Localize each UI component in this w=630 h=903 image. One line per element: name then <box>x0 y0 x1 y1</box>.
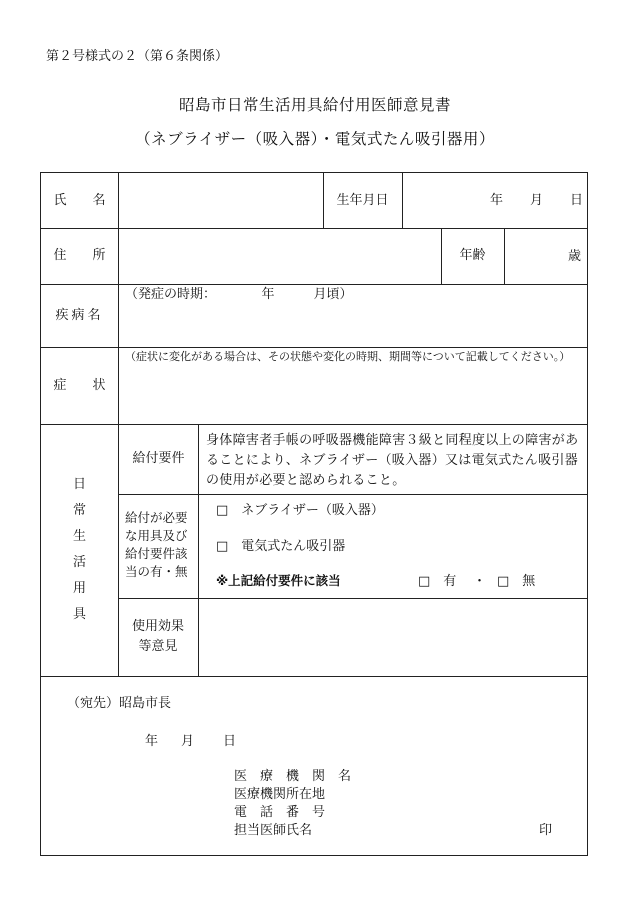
birth-date-label <box>323 173 402 228</box>
requirement-label <box>119 424 198 494</box>
symptom-field[interactable] <box>119 347 587 424</box>
section-char: 日 <box>72 477 86 492</box>
address-label-text: 住 所 <box>53 248 106 264</box>
requirement-label-text: 給付要件 <box>132 451 185 467</box>
no-checkbox[interactable]: □ 無 <box>497 574 536 589</box>
symptom-label <box>41 347 118 424</box>
section-char: 用 <box>72 581 86 596</box>
addressee: （宛先）昭島市長 <box>67 696 172 711</box>
name-field[interactable] <box>119 173 323 228</box>
form-number: 第２号様式の２（第６条関係） <box>46 49 229 64</box>
institution-name-label: 医 療 機 関 名 <box>234 769 352 784</box>
address-field[interactable] <box>119 228 441 284</box>
requirement-text: 身体障害者手帳の呼吸器機能障害３級と同程度以上の障害があることにより、ネブライザー（吸入器）又は電気式たん吸引器の使用が必要と認められること。 <box>206 433 579 489</box>
section-char: 常 <box>72 503 86 518</box>
effect-label <box>127 610 189 664</box>
birth-day-unit: 日 <box>570 193 584 208</box>
name-label <box>41 173 118 228</box>
suction-device-checkbox[interactable]: □ 電気式たん吸引器 <box>216 539 346 554</box>
section-char: 活 <box>72 555 86 570</box>
age-label <box>441 228 504 284</box>
document-title: 昭島市日常生活用具給付用医師意見書 <box>178 96 451 114</box>
yes-checkbox[interactable]: □ 有 <box>418 574 457 589</box>
opinion-form <box>40 172 588 856</box>
nebulizer-checkbox[interactable]: □ ネブライザー（吸入器） <box>216 503 384 518</box>
name-label-text: 氏 名 <box>53 192 106 208</box>
daily-equipment-label <box>41 424 118 676</box>
symptom-label-text: 症 状 <box>53 377 106 393</box>
disease-label <box>41 284 118 347</box>
birth-date-field[interactable] <box>403 173 587 228</box>
address-label <box>41 228 118 284</box>
section-char: 生 <box>72 529 86 544</box>
institution-address-label: 医療機関所在地 <box>234 787 326 802</box>
date-year-unit: 年 <box>145 734 159 749</box>
document-subtitle: （ネブライザー（吸入器）・電気式たん吸引器用） <box>135 130 495 148</box>
effect-label-text: 使用効果等意見 <box>131 618 184 654</box>
applicability-label: ※上記給付要件に該当 <box>216 573 341 588</box>
age-field[interactable] <box>505 228 587 284</box>
doctor-name-label: 担当医師氏名 <box>234 823 313 838</box>
birth-date-label-text: 生年月日 <box>336 192 389 208</box>
onset-period: （発症の時期： 年 月頃） <box>125 287 353 302</box>
birth-month-unit: 月 <box>530 193 544 208</box>
date-day-unit: 日 <box>223 734 237 749</box>
disease-label-text: 疾病名 <box>55 307 104 323</box>
symptom-note: （症状に変化がある場合は、その状態や変化の時期、期間等について記載してください。） <box>125 350 571 363</box>
birth-year-unit: 年 <box>490 193 504 208</box>
age-label-text: 年齢 <box>459 248 486 264</box>
phone-label: 電 話 番 号 <box>234 805 326 820</box>
disease-field[interactable] <box>119 284 587 347</box>
age-unit: 歳 <box>567 249 581 264</box>
date-month-unit: 月 <box>181 734 195 749</box>
need-label: 給付が必要な用具及び給付要件該当の有・無 <box>125 510 188 580</box>
seal-mark: 印 <box>539 823 553 838</box>
section-char: 具 <box>72 607 86 622</box>
effect-field[interactable] <box>199 599 587 676</box>
option-separator: ・ <box>473 574 487 589</box>
